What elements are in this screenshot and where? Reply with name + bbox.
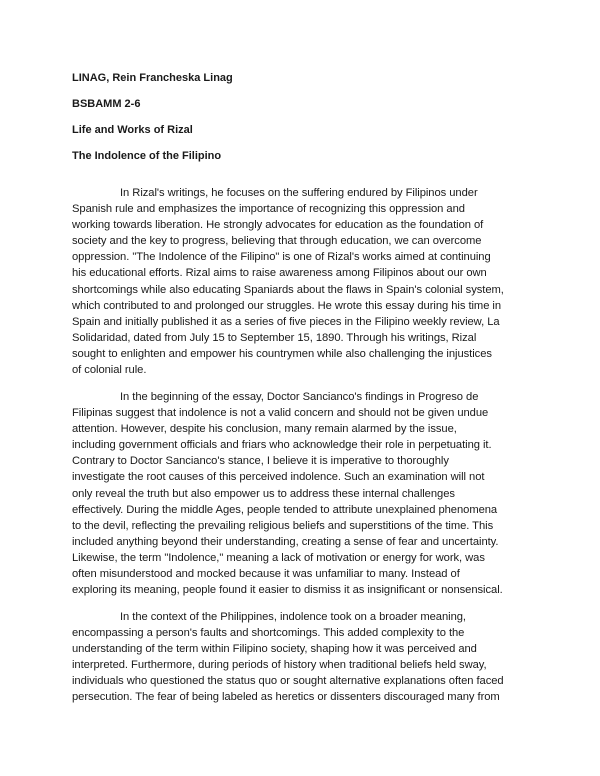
text-line: Spanish rule and emphasizes the importance of recognizing this oppression and	[72, 203, 465, 216]
text-line: persecution. The fear of being labeled as heretics or dissenters discouraged many from	[72, 691, 500, 704]
essay-title: The Indolence of the Filipino	[72, 150, 222, 162]
text-line: included anything beyond their understanding, creating a sense of fear and uncertainty.	[72, 535, 499, 548]
text-line: In the context of the Philippines, indolence took on a broader meaning,	[120, 611, 466, 623]
text-line: society and the key to progress, believing that through education, we can overcome	[72, 235, 482, 248]
author-name: LINAG, Rein Francheska Linag	[72, 72, 233, 84]
text-line: encompassing a person's faults and shortcomings. This added complexity to the	[72, 627, 465, 640]
paragraph-1	[72, 185, 542, 378]
text-line: interpreted. Furthermore, during periods of history when traditional beliefs held sway,	[72, 659, 487, 672]
text-line: Spain and initially published it as a series of five pieces in the Filipino weekly review, La	[72, 315, 500, 328]
text-line: Likewise, the term "Indolence," meaning a lack of motivation or energy for work, was	[72, 551, 485, 564]
text-line: which contributed to and prolonged our struggles. He wrote this essay during his time in	[72, 299, 502, 312]
paragraph-3	[72, 609, 542, 706]
text-line: Filipinas suggest that indolence is not a valid concern and should not be given undue	[72, 407, 489, 420]
text-line: often misunderstood and mocked because it was unfamiliar to many. Instead of	[72, 568, 460, 581]
text-line: effectively. During the middle Ages, people tended to attribute unexplained phenomena	[72, 503, 498, 516]
text-line: sought to enlighten and empower his countrymen while also challenging the injustices	[72, 347, 492, 360]
text-line: oppression. "The Indolence of the Filipino" is one of Rizal's works aimed at continuing	[72, 251, 491, 264]
text-line: In Rizal's writings, he focuses on the suffering endured by Filipinos under	[120, 187, 478, 199]
text-line: In the beginning of the essay, Doctor Sancianco's findings in Progreso de	[120, 391, 479, 403]
text-line: only reveal the truth but also empower us to address these internal challenges	[72, 487, 455, 500]
text-line: investigate the root causes of this perceived indolence. Such an examination will not	[72, 471, 485, 484]
text-line: of colonial rule.	[72, 364, 147, 377]
course-title: Life and Works of Rizal	[72, 124, 193, 136]
text-line: attention. However, despite his conclusion, many remain alarmed by the issue,	[72, 423, 457, 436]
text-line: Solidaridad, dated from July 15 to September 15, 1890. Through his writings, Rizal	[72, 331, 477, 344]
text-line: shortcomings while also educating Spaniards about the flaws in Spain's colonial system,	[72, 283, 504, 296]
text-line: including government officials and friars who acknowledge their role in perpetuating it.	[72, 439, 492, 452]
text-line: individuals who questioned the status quo or sought alternative explanations often faced	[72, 675, 504, 688]
text-line: Contrary to Doctor Sancianco's stance, I believe it is imperative to thoroughly	[72, 455, 449, 468]
text-line: his educational efforts. Rizal aims to raise awareness among Filipinos about our own	[72, 267, 487, 280]
text-line: exploring its meaning, people found it easier to dismiss it as insignificant or nonsensical.	[72, 584, 503, 597]
text-line: to the devil, reflecting the prevailing religious beliefs and superstitions of the time. This	[72, 519, 494, 532]
text-line: understanding of the term within Filipino society, shaping how it was perceived and	[72, 643, 477, 656]
section-code: BSBAMM 2-6	[72, 98, 141, 110]
text-line: working towards liberation. He strongly advocates for education as the foundation of	[72, 219, 484, 232]
paragraph-2	[72, 389, 542, 598]
